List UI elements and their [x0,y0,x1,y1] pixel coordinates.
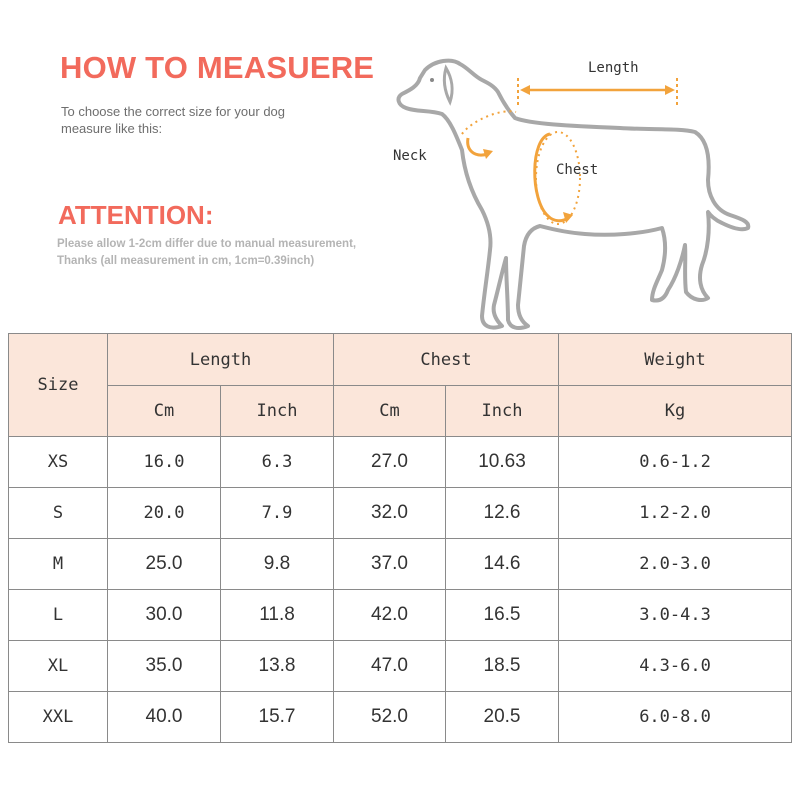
table-subheader-row [9,386,792,437]
length-cm-cell: 25.0 [108,539,221,590]
weight-cell: 1.2-2.0 [559,488,792,539]
dog-measurement-diagram [390,50,760,335]
size-cell: XL [9,641,108,692]
dog-ear [444,68,452,102]
weight-kg-header: Kg [559,386,792,437]
length-cm-cell: 20.0 [108,488,221,539]
length-cm-header: Cm [108,386,221,437]
table-row [9,692,792,743]
table-row [9,437,792,488]
length-arrowhead-right [665,85,675,95]
chest-inch-cell: 10.63 [446,437,559,488]
table-row [9,590,792,641]
length-inch-cell: 9.8 [221,539,334,590]
instructions-line-2: measure like this: [61,121,163,136]
chest-inch-cell: 14.6 [446,539,559,590]
chest-cm-cell: 32.0 [334,488,446,539]
table-header-row [9,334,792,386]
length-inch-cell: 13.8 [221,641,334,692]
length-label: Length [588,60,639,76]
length-arrowhead-left [520,85,530,95]
attention-note [57,236,417,270]
size-cell: M [9,539,108,590]
dog-eye [430,78,434,82]
length-cm-cell: 16.0 [108,437,221,488]
length-inch-cell: 7.9 [221,488,334,539]
size-cell: XXL [9,692,108,743]
length-cm-cell: 35.0 [108,641,221,692]
length-inch-cell: 6.3 [221,437,334,488]
size-column-header: Size [9,334,108,437]
chest-cm-cell: 42.0 [334,590,446,641]
attention-line-1: Please allow 1-2cm differ due to manual measurement, [57,238,357,250]
weight-cell: 4.3-6.0 [559,641,792,692]
size-cell: XS [9,437,108,488]
length-cm-cell: 30.0 [108,590,221,641]
length-inch-header: Inch [221,386,334,437]
attention-line-2: Thanks (all measurement in cm, 1cm=0.39inch) [57,255,315,267]
chest-inch-header: Inch [446,386,559,437]
size-cell: L [9,590,108,641]
length-inch-cell: 11.8 [221,590,334,641]
chest-inch-cell: 18.5 [446,641,559,692]
chest-cm-cell: 37.0 [334,539,446,590]
weight-cell: 6.0-8.0 [559,692,792,743]
table-row [9,488,792,539]
instructions-line-1: To choose the correct size for your dog [61,104,286,119]
attention-heading: ATTENTION: [58,200,214,230]
chest-cm-cell: 52.0 [334,692,446,743]
chest-inch-cell: 20.5 [446,692,559,743]
length-column-header: Length [108,334,334,386]
length-inch-cell: 15.7 [221,692,334,743]
weight-column-header: Weight [559,334,792,386]
size-cell: S [9,488,108,539]
chest-label: Chest [556,162,599,178]
chest-inch-cell: 12.6 [446,488,559,539]
chest-inch-cell: 16.5 [446,590,559,641]
measure-instructions [61,103,361,137]
weight-cell: 0.6-1.2 [559,437,792,488]
chest-cm-cell: 47.0 [334,641,446,692]
neck-arrowhead [483,149,493,159]
weight-cell: 3.0-4.3 [559,590,792,641]
chest-column-header: Chest [334,334,559,386]
weight-cell: 2.0-3.0 [559,539,792,590]
neck-dotted-loop [462,111,516,134]
table-row [9,539,792,590]
page-title: HOW TO MEASUERE [60,50,375,85]
length-cm-cell: 40.0 [108,692,221,743]
neck-label: Neck [393,148,427,164]
chest-cm-header: Cm [334,386,446,437]
chest-cm-cell: 27.0 [334,437,446,488]
table-row [9,641,792,692]
size-chart-table [8,333,792,743]
